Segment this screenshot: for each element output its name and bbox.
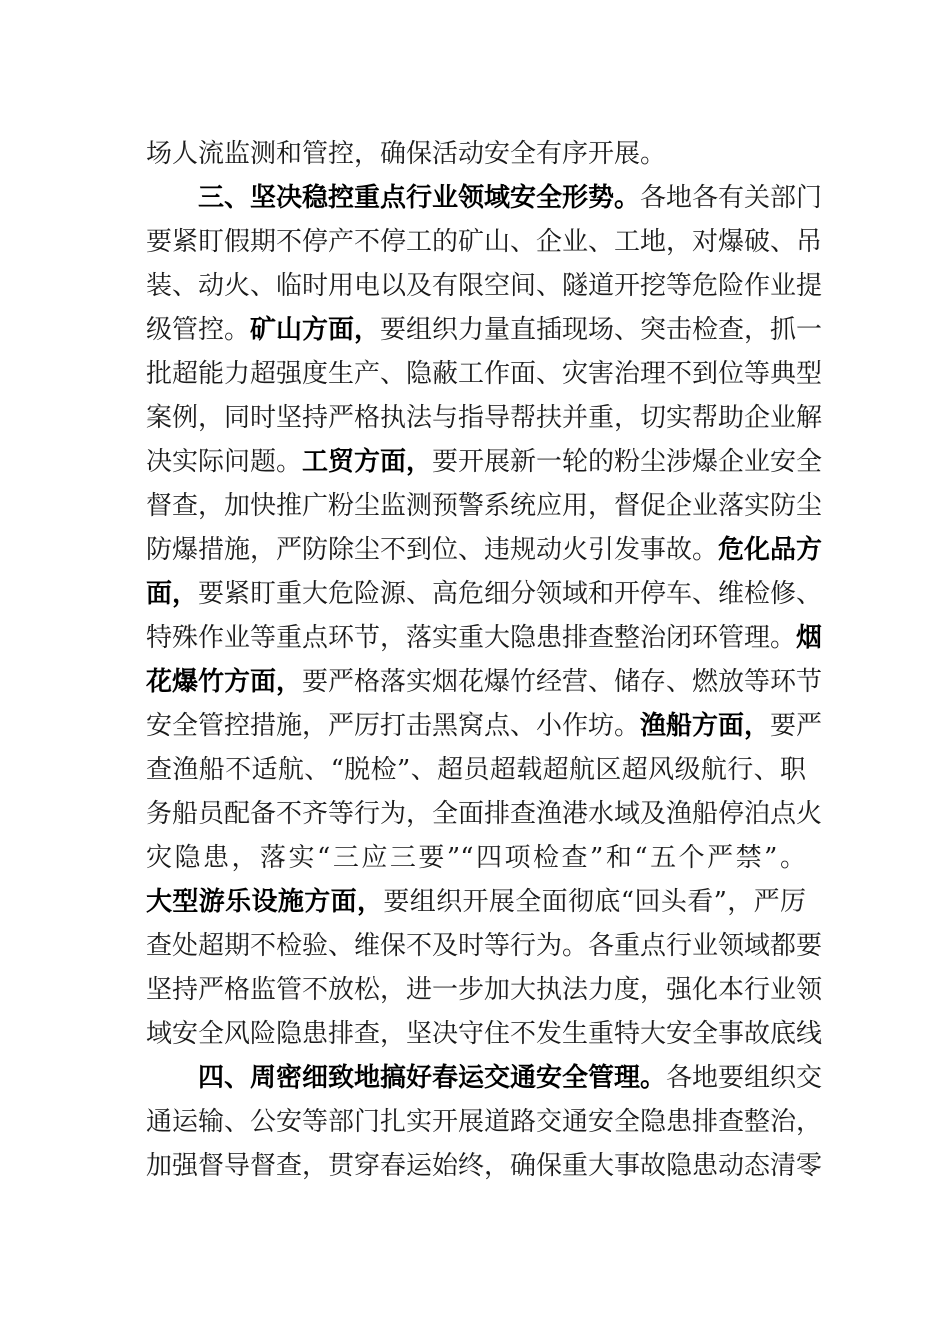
chemicals-label-end: 面， bbox=[146, 579, 199, 609]
text-line: 查处超期不检验、维保不及时等行为。各重点行业领域都要 bbox=[146, 931, 823, 961]
fishing-label: 渔船方面， bbox=[640, 711, 771, 741]
text-line: 安全管控措施，严厉打击黑窝点、小作坊。渔船方面，要严 bbox=[146, 711, 823, 741]
text-line: 要紧盯假期不停产不停工的矿山、企业、工地，对爆破、吊 bbox=[146, 227, 823, 257]
text-line: 务船员配备不齐等行为，全面排查渔港水域及渔船停泊点火 bbox=[146, 799, 823, 829]
section-3-heading-line: 三、坚决稳控重点行业领域安全形势。各地各有关部门 bbox=[198, 183, 823, 213]
text-line: 加强督导督查，贯穿春运始终，确保重大事故隐患动态清零 bbox=[146, 1151, 823, 1181]
text-line: 面，要紧盯重大危险源、高危细分领域和开停车、维检修、 bbox=[146, 579, 823, 609]
text-line: 坚持严格监管不放松，进一步加大执法力度，强化本行业领 bbox=[146, 975, 823, 1005]
text-line: 决实际问题。工贸方面，要开展新一轮的粉尘涉爆企业安全 bbox=[146, 447, 823, 477]
text-line: 查渔船不适航、“脱检”、超员超载超航区超风级航行、职 bbox=[146, 755, 806, 785]
text-line: 批超能力超强度生产、隐蔽工作面、灾害治理不到位等典型 bbox=[146, 359, 823, 389]
text-line: 域安全风险隐患排查，坚决守住不发生重特大安全事故底线 bbox=[146, 1019, 823, 1049]
text-line: 案例，同时坚持严格执法与指导帮扶并重，切实帮助企业解 bbox=[146, 403, 823, 433]
text-line: 场人流监测和管控，确保活动安全有序开展。 bbox=[146, 139, 667, 169]
section-3-heading: 三、坚决稳控重点行业领域安全形势。 bbox=[198, 183, 641, 213]
text-line: 花爆竹方面，要严格落实烟花爆竹经营、储存、燃放等环节 bbox=[146, 667, 823, 697]
text-line: 特殊作业等重点环节，落实重大隐患排查整治闭环管理。烟 bbox=[146, 623, 823, 653]
text-line: 级管控。矿山方面，要组织力量直插现场、突击检查，抓一 bbox=[146, 315, 823, 345]
text-line: 督查，加快推广粉尘监测预警系统应用，督促企业落实防尘 bbox=[146, 491, 823, 521]
text-line: 灾隐患，落实“三应三要”“四项检查”和“五个严禁”。 bbox=[146, 843, 806, 873]
fireworks-label-end: 花爆竹方面， bbox=[146, 667, 303, 697]
section-4-heading-line: 四、周密细致地搞好春运交通安全管理。各地要组织交 bbox=[198, 1063, 823, 1093]
mining-label: 矿山方面， bbox=[250, 315, 381, 345]
chemicals-label: 危化品方 bbox=[718, 535, 823, 565]
section-4-heading: 四、周密细致地搞好春运交通安全管理。 bbox=[198, 1063, 667, 1093]
text-line: 通运输、公安等部门扎实开展道路交通安全隐患排查整治， bbox=[146, 1107, 823, 1137]
amusement-label: 大型游乐设施方面， bbox=[146, 887, 384, 917]
fireworks-label: 烟 bbox=[796, 623, 823, 653]
industry-label: 工贸方面， bbox=[302, 447, 433, 477]
text-line: 防爆措施，严防除尘不到位、违规动火引发事故。危化品方 bbox=[146, 535, 823, 565]
text-line: 装、动火、临时用电以及有限空间、隧道开挖等危险作业提 bbox=[146, 271, 823, 301]
text-line: 大型游乐设施方面，要组织开展全面彻底“回头看”，严厉 bbox=[146, 887, 806, 917]
